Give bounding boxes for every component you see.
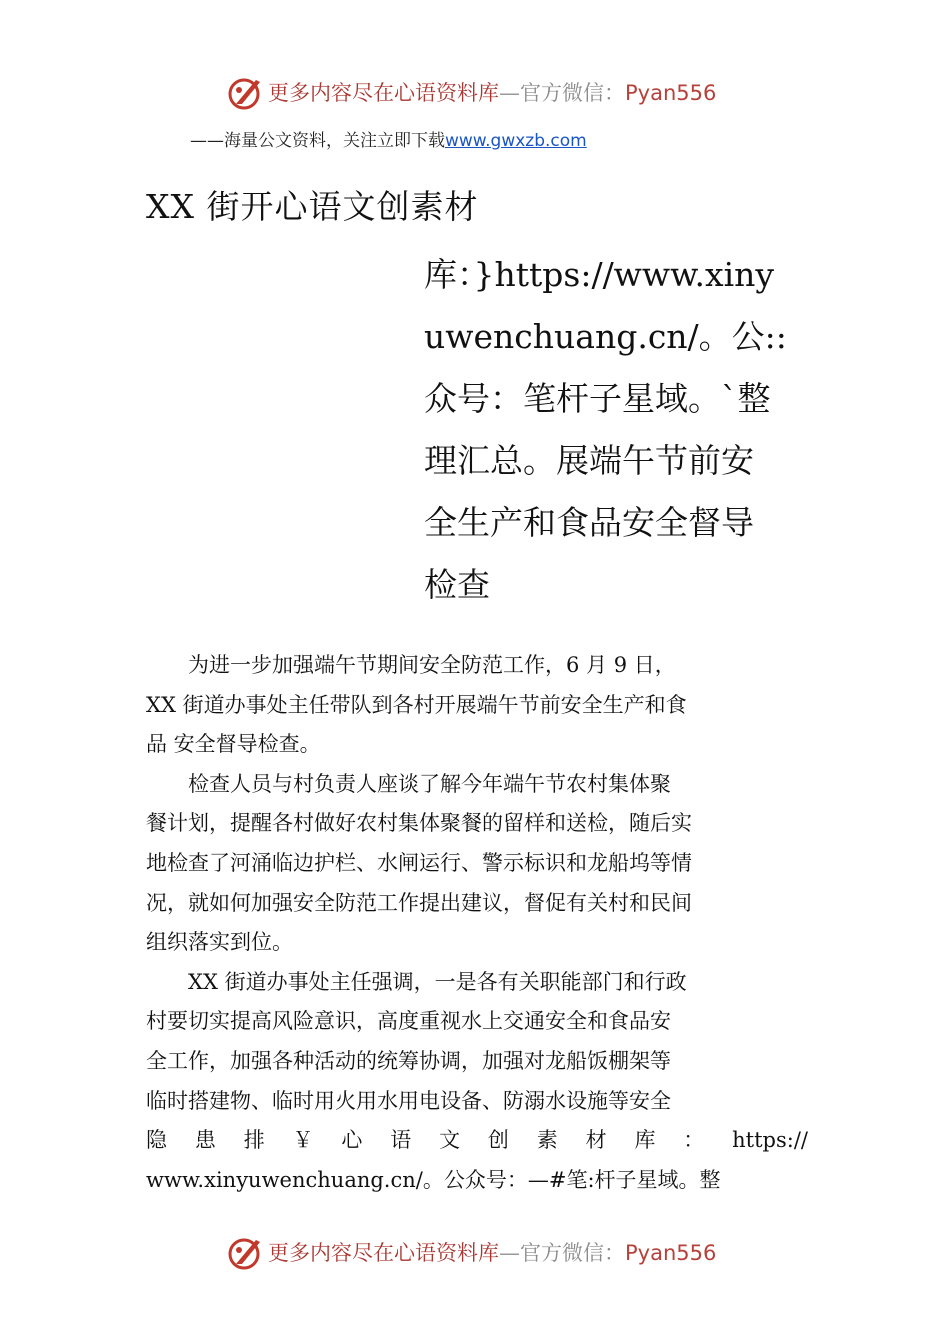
quill-logo-icon xyxy=(226,1234,266,1272)
text-line: 为进一步加强端午节期间安全防范工作，6 月 9 日， xyxy=(146,653,676,677)
title-line: 检查 xyxy=(424,565,490,604)
banner-wechat-id: Pyan556 xyxy=(625,81,717,105)
article-body xyxy=(146,646,808,1200)
text-line: www.xinyuwenchuang.cn/。公众号：—#笔:杆子星域。整 xyxy=(146,1167,721,1192)
text-line: 品 安全督导检查。 xyxy=(146,732,321,757)
text-line: XX 街道办事处主任强调，一是各有关职能部门和行政 xyxy=(146,969,687,994)
text-line: 餐计划，提醒各村做好农村集体聚餐的留样和送检，随后实 xyxy=(146,811,692,836)
text-line: 组织落实到位。 xyxy=(146,930,293,955)
title-line: 众号：笔杆子星域。`整 xyxy=(424,379,771,418)
quill-logo-icon xyxy=(226,74,266,112)
text-line: 村要切实提高风险意识，高度重视水上交通安全和食品安 xyxy=(146,1009,671,1034)
text-line: XX 街道办事处主任带队到各村开展端午节前安全生产和食 xyxy=(146,692,687,717)
banner-text xyxy=(268,1238,716,1268)
banner-brand: 更多内容尽在心语资料库 xyxy=(268,1241,499,1265)
text-line: 临时搭建物、临时用火用水用电设备、防溺水设施等安全 xyxy=(146,1088,671,1113)
banner-separator: — xyxy=(499,81,520,105)
download-subline xyxy=(190,128,587,154)
title-line: 库：}https://www.xiny xyxy=(424,255,775,294)
text-line: 况，就如何加强安全防范工作提出建议，督促有关村和民间 xyxy=(146,890,692,915)
title-line: uwenchuang.cn/。公:: xyxy=(424,317,787,356)
footer-banner xyxy=(0,1234,950,1274)
banner-wechat-label: 官方微信： xyxy=(520,81,625,105)
text-line: 地检查了河涌临边护栏、水闸运行、警示标识和龙船坞等情 xyxy=(146,850,692,875)
banner-brand: 更多内容尽在心语资料库 xyxy=(268,81,499,105)
subline-text: ——海量公文资料，关注立即下载 xyxy=(190,131,445,151)
banner-wechat-label: 官方微信： xyxy=(520,1241,625,1265)
title-continuation xyxy=(424,244,800,616)
banner-wechat-id: Pyan556 xyxy=(625,1241,717,1265)
top-banner xyxy=(0,74,950,114)
text-line: 隐 患 排 ￥ 心 语 文 创 素 材 库 ： https:// xyxy=(146,1128,808,1153)
title-line: 全生产和食品安全督导 xyxy=(424,503,754,542)
banner-separator: — xyxy=(499,1241,520,1265)
paragraph-3 xyxy=(146,963,808,1201)
paragraph-1 xyxy=(146,646,808,765)
text-line: 检查人员与村负责人座谈了解今年端午节农村集体聚 xyxy=(146,771,671,796)
banner-text xyxy=(268,78,716,108)
subline-link[interactable]: www.gwxzb.com xyxy=(445,131,587,151)
title-line: 理汇总。展端午节前安 xyxy=(424,441,754,480)
text-line: 全工作，加强各种活动的统筹协调，加强对龙船饭棚架等 xyxy=(146,1048,671,1073)
paragraph-2 xyxy=(146,765,808,963)
page-title: XX 街开心语文创素材 xyxy=(146,187,479,226)
